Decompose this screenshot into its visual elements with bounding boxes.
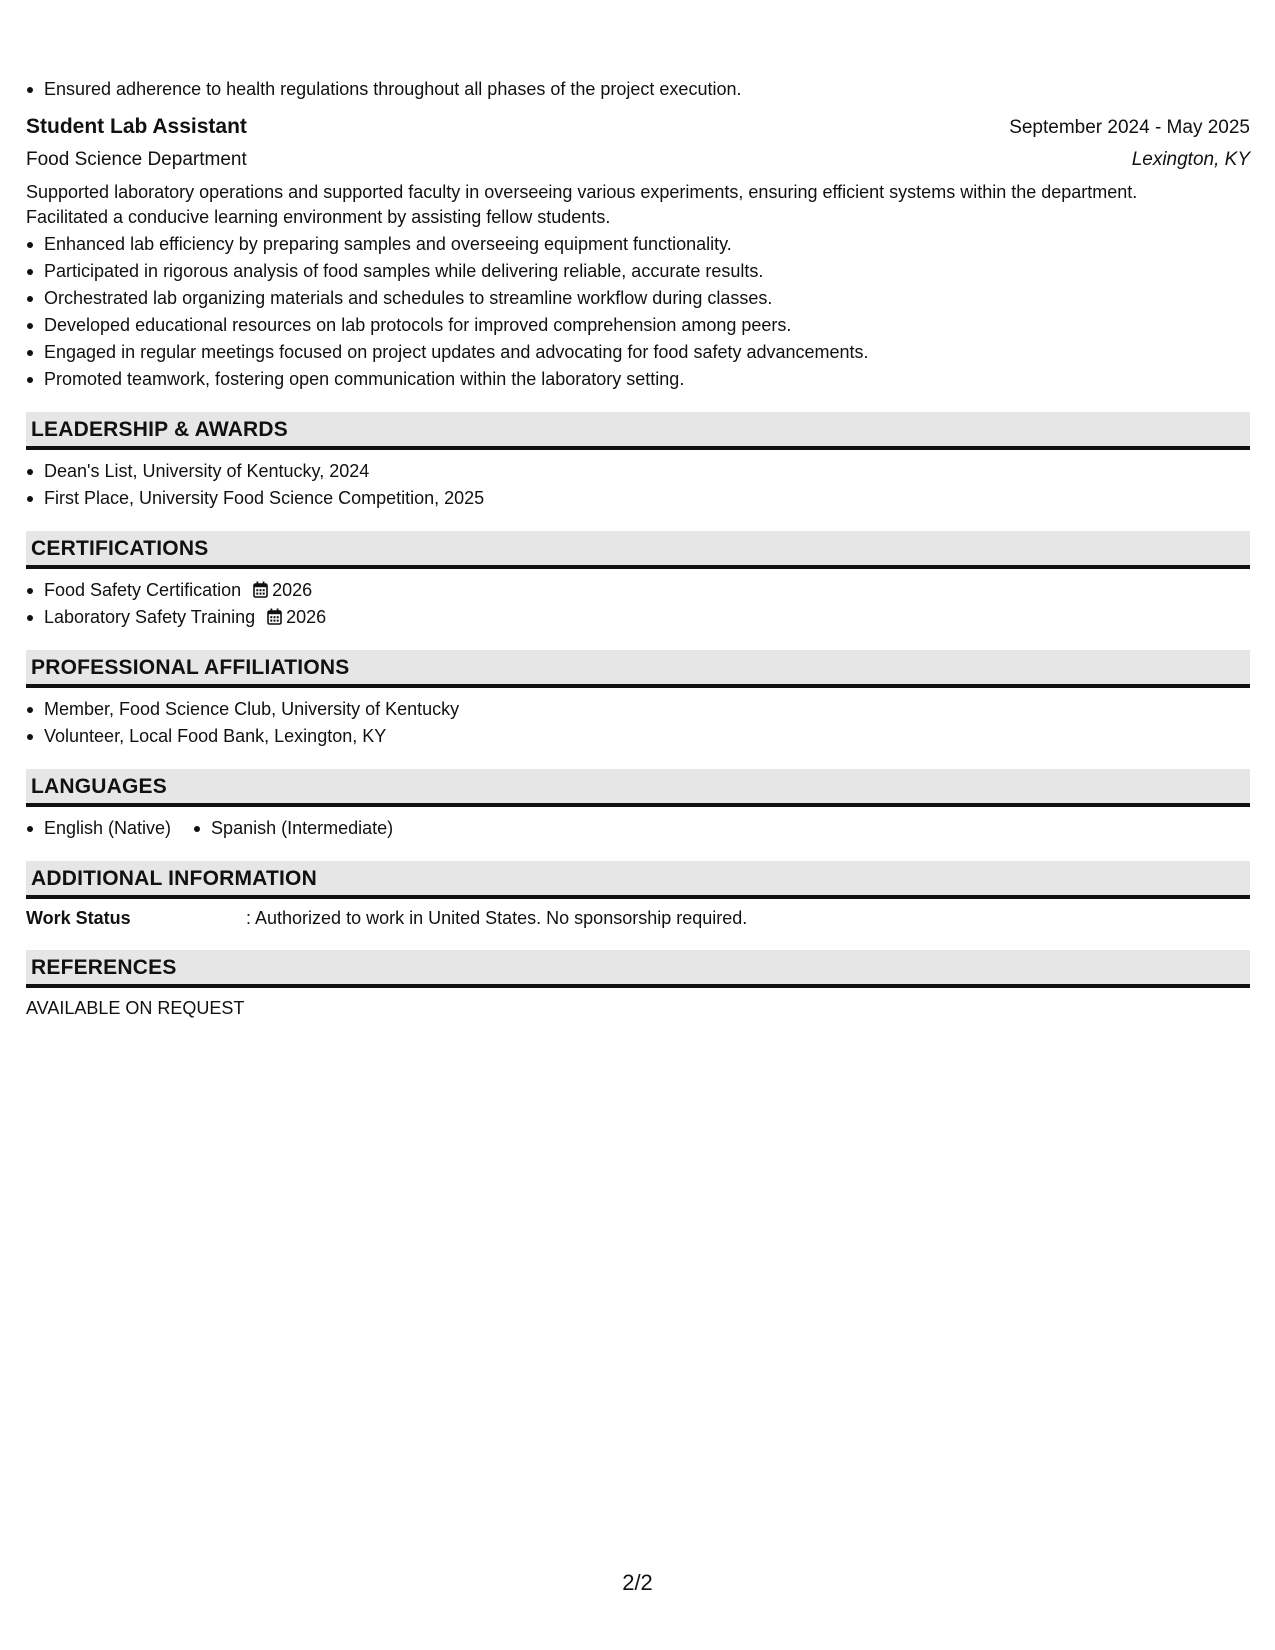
section-header-references: REFERENCES [26, 950, 1250, 988]
job-header [26, 112, 1250, 143]
certification-name: Food Safety Certification [44, 580, 242, 600]
section-header-leadership: LEADERSHIP & AWARDS [26, 412, 1250, 450]
leadership-list [26, 458, 1250, 512]
list-item: Dean's List, University of Kentucky, 2024 [26, 458, 1250, 485]
certification-name: Laboratory Safety Training [44, 607, 256, 627]
references-text: AVAILABLE ON REQUEST [26, 998, 245, 1018]
page-number: 2/2 [622, 1570, 653, 1595]
list-item: Engaged in regular meetings focused on project updates and advocating for food safety advancements. [26, 339, 1250, 366]
calendar-icon [267, 608, 282, 625]
list-item: Member, Food Science Club, University of Kentucky [26, 696, 1250, 723]
list-item: English (Native) [26, 815, 171, 842]
list-item: Ensured adherence to health regulations throughout all phases of the project execution. [26, 76, 1250, 103]
job-summary [26, 180, 1250, 230]
section-header-additional: ADDITIONAL INFORMATION [26, 861, 1250, 899]
languages-list [26, 815, 1250, 842]
list-item: Orchestrated lab organizing materials and schedules to streamline workflow during classes. [26, 285, 1250, 312]
resume-page [26, 76, 1250, 1021]
calendar-icon [253, 581, 268, 598]
list-item: First Place, University Food Science Competition, 2025 [26, 485, 1250, 512]
affiliations-list [26, 696, 1250, 750]
list-item [26, 604, 1250, 631]
list-item: Participated in rigorous analysis of food samples while delivering reliable, accurate results. [26, 258, 1250, 285]
job-location: Lexington, KY [1131, 149, 1250, 170]
section-header-languages: LANGUAGES [26, 769, 1250, 807]
section-header-certifications: CERTIFICATIONS [26, 531, 1250, 569]
previous-job-bullets [26, 76, 1250, 103]
certification-year: 2026 [286, 607, 327, 627]
job-subheader [26, 145, 1250, 175]
list-item: Volunteer, Local Food Bank, Lexington, KY [26, 723, 1250, 750]
job-summary-line: Facilitated a conducive learning environment by assisting fellow students. [26, 207, 611, 227]
section-header-affiliations: PROFESSIONAL AFFILIATIONS [26, 650, 1250, 688]
list-item: Developed educational resources on lab protocols for improved comprehension among peers. [26, 312, 1250, 339]
job-summary-line: Supported laboratory operations and supported faculty in overseeing various experiments, ensuring efficient systems within the department. [26, 182, 1138, 202]
certifications-list [26, 577, 1250, 631]
job-title: Student Lab Assistant [26, 115, 247, 138]
list-item: Promoted teamwork, fostering open communication within the laboratory setting. [26, 366, 1250, 393]
list-item: Enhanced lab efficiency by preparing samples and overseeing equipment functionality. [26, 231, 1250, 258]
list-item: Spanish (Intermediate) [193, 815, 393, 842]
list-item [26, 577, 1250, 604]
job-bullets [26, 231, 1250, 393]
certification-year: 2026 [272, 580, 313, 600]
work-status-row [26, 905, 1250, 931]
job-organization: Food Science Department [26, 149, 247, 170]
work-status-label: Work Status [26, 908, 131, 928]
work-status-value: : Authorized to work in United States. No sponsorship required. [246, 908, 748, 928]
job-dates: September 2024 - May 2025 [1009, 117, 1250, 138]
